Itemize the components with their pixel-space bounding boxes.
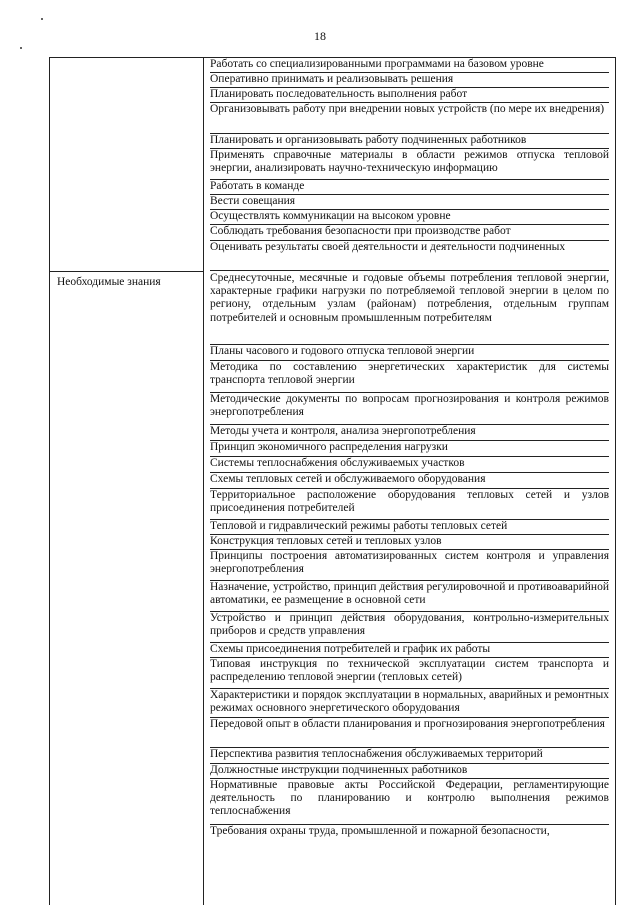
competency-table [49, 57, 616, 905]
skill-item: Организовывать работу при внедрении новых устройств (по мере их внедрения) [210, 103, 609, 134]
knowledge-item: Схемы тепловых сетей и обслуживаемого оборудования [210, 473, 609, 489]
scan-speck [20, 47, 22, 49]
skill-item: Работать в команде [210, 180, 609, 195]
knowledge-item: Нормативные правовые акты Российской Федерации, регламентирующие деятельность по планированию и контролю выполнения режимов теплоснабжения [210, 779, 609, 825]
knowledge-item: Системы теплоснабжения обслуживаемых участков [210, 457, 609, 473]
column-separator [203, 58, 204, 905]
knowledge-item: Методика по составлению энергетических характеристик для системы транспорта тепловой энергии [210, 361, 609, 393]
knowledge-item: Требования охраны труда, промышленной и пожарной безопасности, [210, 825, 550, 837]
page-number: 18 [314, 29, 326, 43]
skill-item: Планировать и организовывать работу подчиненных работников [210, 134, 609, 149]
knowledge-item: Территориальное расположение оборудования тепловых сетей и узлов присоединения потребителей [210, 489, 609, 520]
knowledge-item: Характеристики и порядок эксплуатации в нормальных, аварийных и ремонтных режимах основного энергетического оборудования [210, 689, 609, 718]
knowledge-item: Перспектива развития теплоснабжения обслуживаемых территорий [210, 748, 609, 764]
knowledge-item: Методические документы по вопросам прогнозирования и контроля режимов энергопотребления [210, 393, 609, 425]
skill-item: Осуществлять коммуникации на высоком уровне [210, 210, 609, 225]
knowledge-item: Планы часового и годового отпуска тепловой энергии [210, 345, 609, 361]
knowledge-item: Устройство и принцип действия оборудования, контрольно-измерительных приборов и средств управления [210, 612, 609, 643]
skill-item: Применять справочные материалы в области режимов отпуска тепловой энергии, анализировать научно-техническую информацию [210, 149, 609, 180]
knowledge-item: Передовой опыт в области планирования и прогнозирования энергопотребления [210, 718, 609, 748]
skill-item: Планировать последовательность выполнения работ [210, 88, 609, 103]
section-divider [50, 271, 203, 272]
knowledge-item: Тепловой и гидравлический режимы работы тепловых сетей [210, 520, 609, 535]
skill-item: Оценивать результаты своей деятельности и деятельности подчиненных [210, 241, 609, 271]
knowledge-item: Методы учета и контроля, анализа энергопотребления [210, 425, 609, 441]
knowledge-item: Принцип экономичного распределения нагрузки [210, 441, 609, 457]
knowledge-item: Принципы построения автоматизированных систем контроля и управления энергопотребления [210, 550, 609, 581]
skill-item: Работать со специализированными программами на базовом уровне [210, 58, 609, 73]
knowledge-item: Назначение, устройство, принцип действия регулировочной и противоаварийной автоматики, ее размещение в основной сети [210, 581, 609, 612]
skill-item: Соблюдать требования безопасности при производстве работ [210, 225, 609, 241]
knowledge-label: Необходимые знания [57, 276, 161, 288]
skill-item: Вести совещания [210, 195, 609, 210]
scan-speck [41, 18, 43, 20]
knowledge-item: Схемы присоединения потребителей и график их работы [210, 643, 609, 658]
knowledge-item: Типовая инструкция по технической эксплуатации систем транспорта и распределению тепловой энергии (тепловых сетей) [210, 658, 609, 689]
knowledge-item: Конструкция тепловых сетей и тепловых узлов [210, 535, 609, 550]
skill-item: Оперативно принимать и реализовывать решения [210, 73, 609, 88]
knowledge-item: Среднесуточные, месячные и годовые объемы потребления тепловой энергии, характерные графики нагрузки по потребляемой тепловой энергии в целом по региону, отдельным узлам (районам) потребления, отдельным группам потребителей и основным промышленным потребителям [210, 272, 609, 345]
knowledge-item: Должностные инструкции подчиненных работников [210, 764, 609, 779]
